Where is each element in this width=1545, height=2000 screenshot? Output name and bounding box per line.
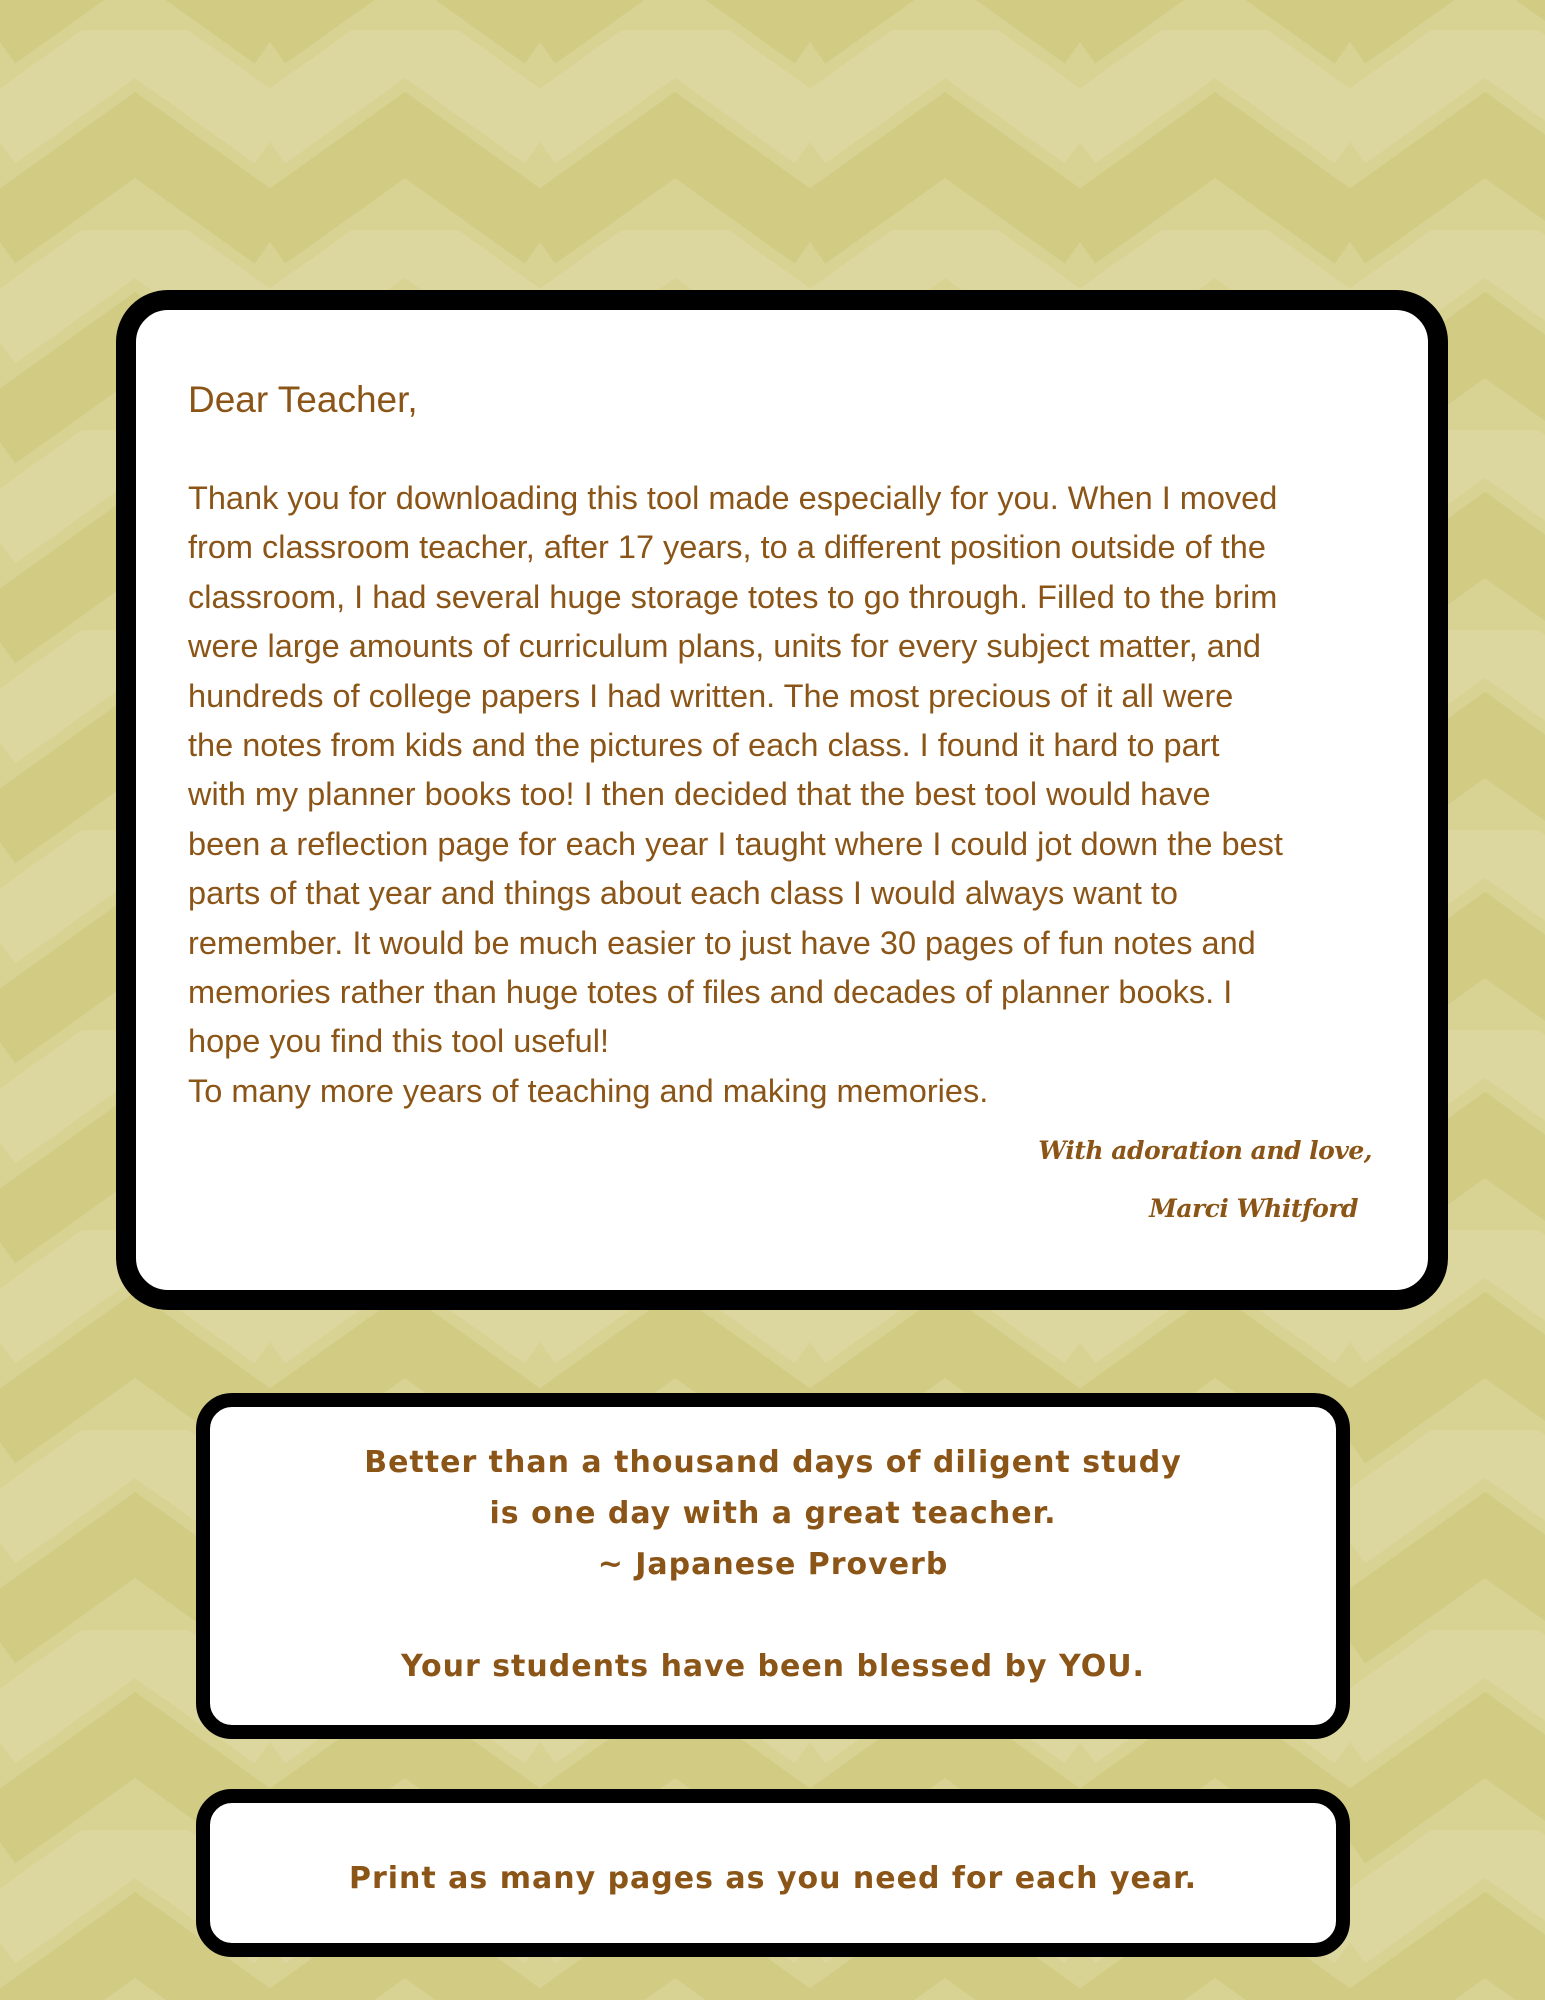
quote-line-1: Better than a thousand days of diligent study <box>364 1445 1182 1480</box>
letter-card <box>116 290 1448 1310</box>
signature: Marci Whitford <box>1149 1194 1358 1223</box>
quote-attribution: ~ Japanese Proverb <box>597 1547 949 1582</box>
letter-closing <box>1038 1122 1372 1238</box>
letter-body: Thank you for downloading this tool made especially for you. When I moved from classroom teacher, after 17 years, to a different position outside of the classroom, I had several huge storage totes to go through. Filled to the brim were large amounts of curriculum plans, units for every subject matter, and hundreds of college papers I had written. The most precious of it all were the notes from kids and the pictures of each class. I found it hard to part with my planner books too! I then decided that the best tool would have been a reflection page for each year I taught where I could jot down the best parts of that year and things about each class I would always want to remember. It would be much easier to just have 30 pages of fun notes and memories rather than huge totes of files and decades of planner books. I hope you find this tool useful! To many more years of teaching and making memories. <box>188 480 1283 1109</box>
quote-card <box>196 1393 1350 1739</box>
closing-line: With adoration and love, <box>1038 1136 1372 1165</box>
print-note-card <box>196 1789 1350 1957</box>
letter-greeting: Dear Teacher, <box>188 379 418 420</box>
quote-line-2: is one day with a great teacher. <box>489 1496 1057 1531</box>
quote-spacer <box>210 1590 1336 1641</box>
print-note-text: Print as many pages as you need for each year. <box>348 1861 1198 1896</box>
blessing-line: Your students have been blessed by YOU. <box>401 1649 1145 1684</box>
